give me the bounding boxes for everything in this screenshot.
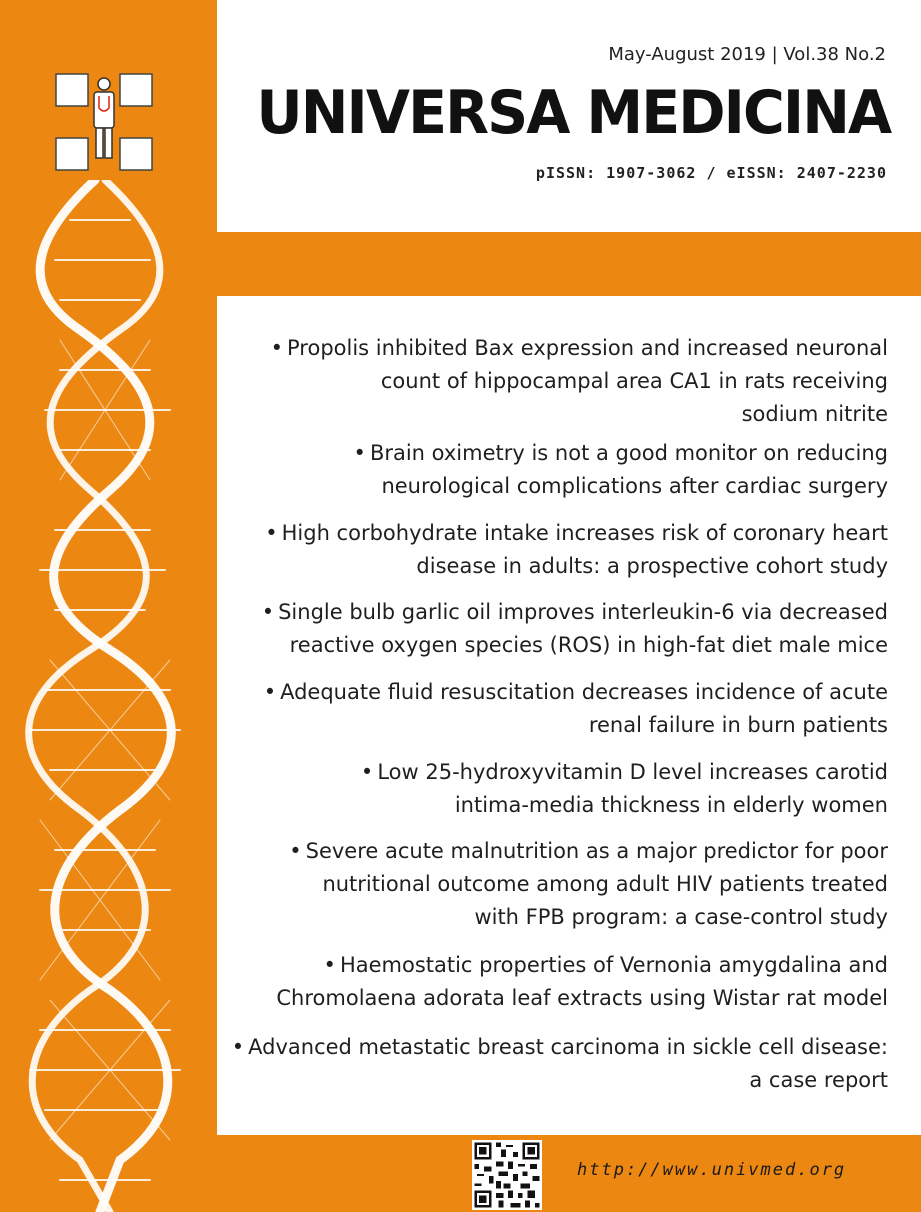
article-item	[264, 676, 888, 742]
bullet-icon: •	[360, 760, 374, 784]
article-item	[262, 596, 888, 662]
article-item	[232, 1031, 888, 1097]
article-line: Severe acute malnutrition as a major predictor for poor	[305, 839, 888, 863]
article-line: Low 25-hydroxyvitamin D level increases carotid	[377, 760, 888, 784]
bullet-icon: •	[231, 1035, 245, 1059]
article-line: Haemostatic properties of Vernonia amygdalina and	[339, 953, 888, 977]
journal-url: http://www.univmed.org	[577, 1160, 847, 1180]
article-line: renal failure in burn patients	[588, 713, 888, 737]
article-item	[265, 517, 888, 583]
issn-line: pISSN: 1907-3062 / eISSN: 2407-2230	[535, 164, 887, 182]
article-line: neurological complications after cardiac surgery	[381, 474, 888, 498]
article-line: Brain oximetry is not a good monitor on reducing	[369, 441, 888, 465]
bullet-icon: •	[270, 336, 283, 360]
qr-code	[472, 1140, 542, 1210]
article-item	[276, 949, 888, 1015]
article-line: High corbohydrate intake increases risk of coronary heart	[281, 521, 888, 545]
journal-logo	[54, 72, 156, 172]
bullet-icon: •	[353, 441, 366, 465]
article-item	[354, 437, 888, 503]
issue-info: May-August 2019 | Vol.38 No.2	[608, 44, 886, 65]
article-line: intima-media thickness in elderly women	[454, 793, 888, 817]
bullet-icon: •	[323, 953, 336, 977]
bullet-icon: •	[263, 680, 277, 704]
journal-title: UNIVERSA MEDICINA	[256, 78, 890, 148]
bullet-icon: •	[261, 600, 275, 624]
article-line: a case report	[749, 1068, 888, 1092]
article-item	[361, 756, 888, 822]
article-line: Propolis inhibited Bax expression and increased neuronal	[287, 336, 888, 360]
article-line: nutritional outcome among adult HIV patients treated	[322, 872, 888, 896]
dna-helix-illustration	[0, 180, 217, 1212]
bullet-icon: •	[265, 521, 278, 545]
article-line: Chromolaena adorata leaf extracts using Wistar rat model	[276, 986, 888, 1010]
article-line: with FPB program: a case-control study	[474, 905, 888, 929]
article-line: count of hippocampal area CA1 in rats receiving	[380, 369, 888, 393]
article-line: disease in adults: a prospective cohort study	[416, 554, 888, 578]
article-line: sodium nitrite	[741, 402, 888, 426]
article-item	[271, 332, 888, 431]
article-line: Adequate fluid resuscitation decreases incidence of acute	[280, 680, 888, 704]
article-line: reactive oxygen species (ROS) in high-fat diet male mice	[289, 633, 888, 657]
article-line: Single bulb garlic oil improves interleukin-6 via decreased	[278, 600, 888, 624]
article-item	[289, 835, 888, 934]
article-line: Advanced metastatic breast carcinoma in sickle cell disease:	[248, 1035, 888, 1059]
bullet-icon: •	[289, 839, 302, 863]
